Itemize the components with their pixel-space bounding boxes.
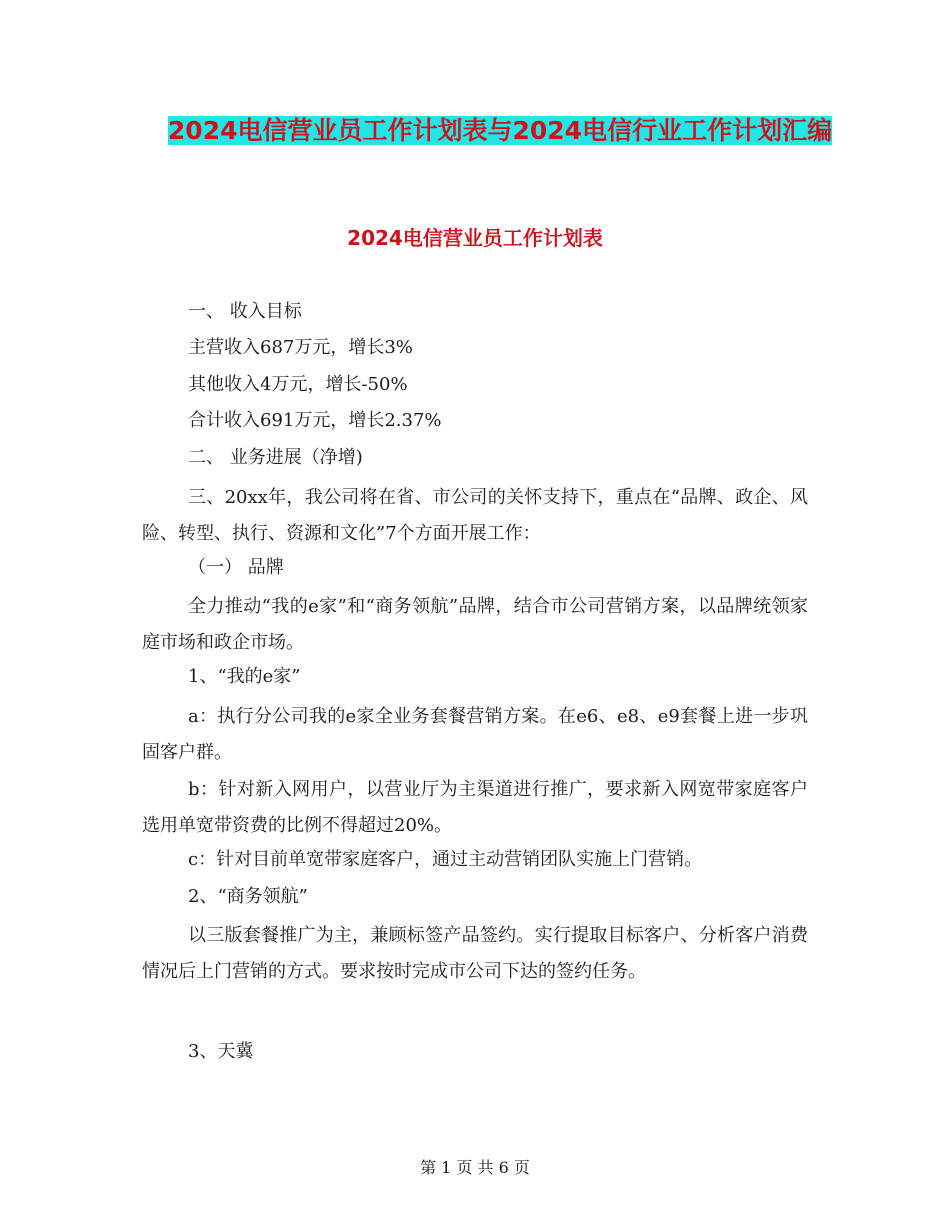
heading-brand: （一） 品牌 xyxy=(188,557,284,578)
paragraph: b：针对新入网用户，以营业厅为主渠道进行推广，要求新入网宽带家庭客户选用单宽带资费的比例不得超过20%。 xyxy=(142,779,808,836)
heading-my-e-home: 1、“我的e家” xyxy=(188,666,301,687)
document-title-text: 2024电信营业员工作计划表与2024电信行业工作计划汇编 xyxy=(167,116,833,145)
heading-tianji: 3、天冀 xyxy=(188,1041,254,1062)
text-line: 其他收入4万元，增长-50% xyxy=(188,374,408,395)
document-title xyxy=(140,108,860,154)
text-line: c：针对目前单宽带家庭客户，通过主动营销团队实施上门营销。 xyxy=(188,849,703,870)
paragraph: 三、20xx年，我公司将在省、市公司的关怀支持下，重点在“品牌、政企、风险、转型、执行、资源和文化”7个方面开展工作： xyxy=(142,487,808,544)
paragraph: 以三版套餐推广为主，兼顾标签产品签约。实行提取目标客户、分析客户消费情况后上门营销的方式。要求按时完成市公司下达的签约任务。 xyxy=(142,925,808,982)
heading-business-progress: 二、 业务进展（净增) xyxy=(188,447,363,468)
page-footer: 第 1 页 共 6 页 xyxy=(420,1158,530,1177)
section-title: 2024电信营业员工作计划表 xyxy=(347,226,603,250)
text-line: 主营收入687万元，增长3% xyxy=(188,337,413,358)
paragraph: a：执行分公司我的e家全业务套餐营销方案。在e6、e8、e9套餐上进一步巩固客户群。 xyxy=(142,706,808,763)
text-line: 合计收入691万元，增长2.37% xyxy=(188,410,442,431)
heading-revenue-target: 一、 收入目标 xyxy=(188,301,302,322)
heading-business-navigation: 2、“商务领航” xyxy=(188,886,308,907)
paragraph: 全力推动“我的e家”和“商务领航”品牌，结合市公司营销方案，以品牌统领家庭市场和政企市场。 xyxy=(142,596,808,653)
